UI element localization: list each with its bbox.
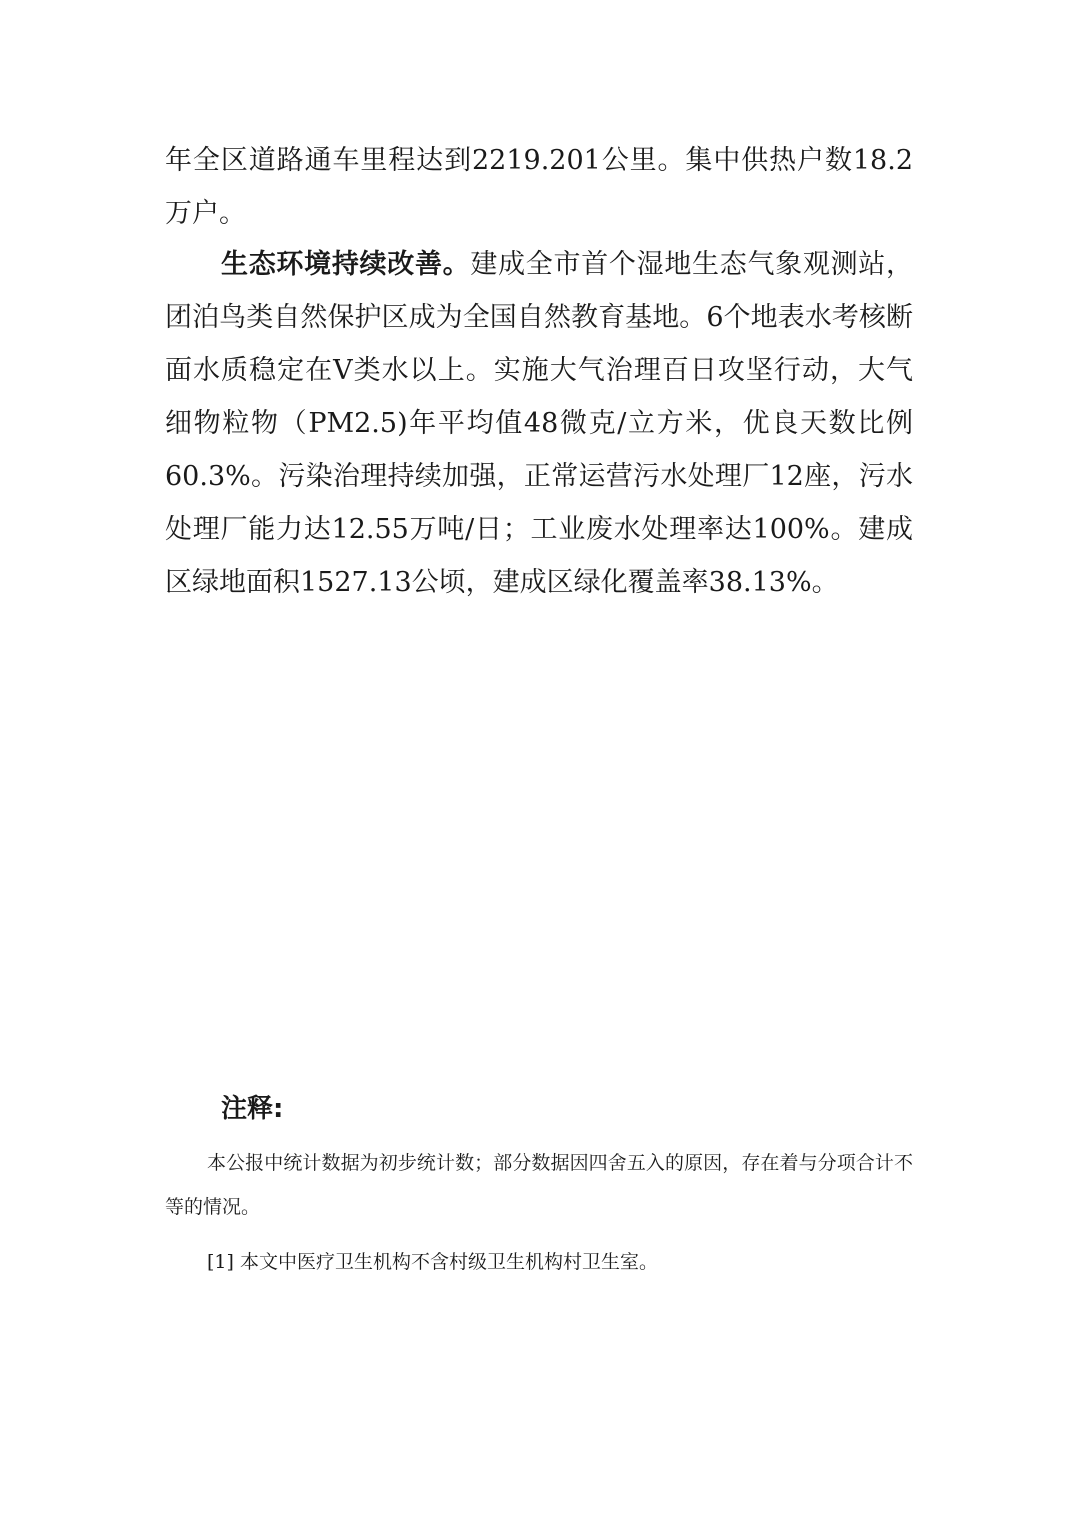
paragraph-ecology bbox=[165, 238, 913, 609]
paragraph-ecology-body: 建成全市首个湿地生态气象观测站，团泊鸟类自然保护区成为全国自然教育基地。6个地表水考核断面水质稳定在Ⅴ类水以上。实施大气治理百日攻坚行动，大气细物粒物（PM2.5)年平均值48微克/立方米，优良天数比例60.3%。污染治理持续加强，正常运营污水处理厂12座，污水处理厂能力达12.55万吨/日；工业废水处理率达100%。建成区绿地面积1527.13公顷，建成区绿化覆盖率38.13%。 bbox=[165, 249, 913, 598]
note-footnote-1: [1] 本文中医疗卫生机构不含村级卫生机构村卫生室。 bbox=[207, 1251, 658, 1273]
notes-title: 注释: bbox=[221, 1094, 284, 1124]
note-rounding: 本公报中统计数据为初步统计数；部分数据因四舍五入的原因，存在着与分项合计不等的情况。 bbox=[165, 1152, 913, 1218]
paragraph-ecology-heading: 生态环境持续改善。 bbox=[221, 249, 471, 280]
paragraph-infrastructure: 年全区道路通车里程达到2219.201公里。集中供热户数18.2万户。 bbox=[165, 145, 913, 229]
